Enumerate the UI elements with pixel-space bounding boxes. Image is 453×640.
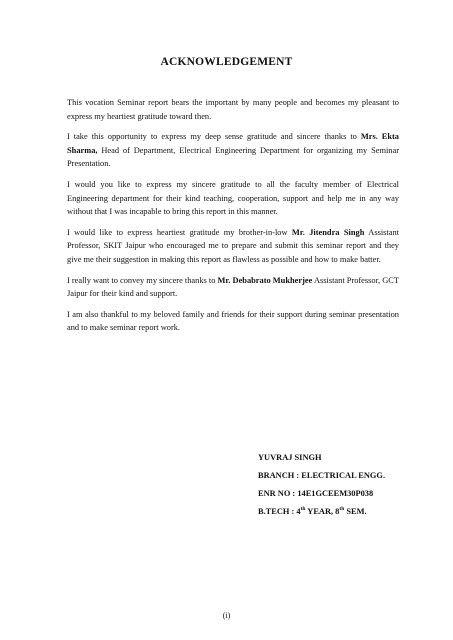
page-number: (i) [222,611,231,620]
btech-prefix: B.TECH : 4 [258,507,301,516]
paragraph-5 [67,274,399,301]
signature-block [258,449,385,521]
acknowledgement-body [67,96,399,342]
paragraph-text: I take this opportunity to express my deep sense gratitude and sincere thanks to [67,132,361,142]
page-title: ACKNOWLEDGEMENT [160,56,293,68]
paragraph-text: I am also thankful to my beloved family and friends for their support during seminar presentation and to make seminar report work. [67,309,399,333]
sem-superscript: th [339,506,345,513]
paragraph-text: Assistant Professor, GCT Jaipur for their kind and support. [67,275,399,299]
paragraph-text: Head of Department, Electrical Engineering Department for organizing my Seminar Presentation. [67,145,399,169]
paragraph-bold-name: Mr. Jitendra Singh [291,227,365,237]
year-superscript: th [300,506,306,513]
paragraph-4 [67,226,399,267]
year-text: YEAR, 8 [305,507,340,516]
sem-text: SEM. [344,507,367,516]
paragraph-text: This vocation Seminar report bears the important by many people and becomes my pleasant to express my heartiest gratitude toward then. [67,98,399,121]
paragraph-text: I really want to convey my sincere thanks to [67,275,218,285]
signature-btech [258,503,385,521]
paragraph-6 [67,308,399,335]
paragraph-bold-name: Mr. Debabrato Mukherjee [217,275,313,285]
paragraph-text: I would like to express heartiest gratitude my brother-in-low [67,227,292,237]
paragraph-text: I would you like to express my sincere gratitude to all the faculty member of Electrical Engineering department for their kind teaching, cooperation, support and help me in any way without that I was incapable to bring this report in this manner. [67,179,399,217]
signature-branch: BRANCH : ELECTRICAL ENGG. [258,471,386,480]
signature-enrollment: ENR NO : 14E1GCEEM30P038 [258,489,374,498]
paragraph-text: Assistant Professor, SKIT Jaipur who encouraged me to prepare and submit this seminar report and they give me their suggestion in making this report as flawless as possible and how to make batter. [67,227,399,264]
paragraph-2 [67,130,399,171]
paragraph-1 [67,96,399,123]
paragraph-3 [67,178,399,219]
paragraph-bold-name: Mrs. Ekta Sharma, [67,132,399,155]
signature-name: YUVRAJ SINGH [258,453,322,462]
